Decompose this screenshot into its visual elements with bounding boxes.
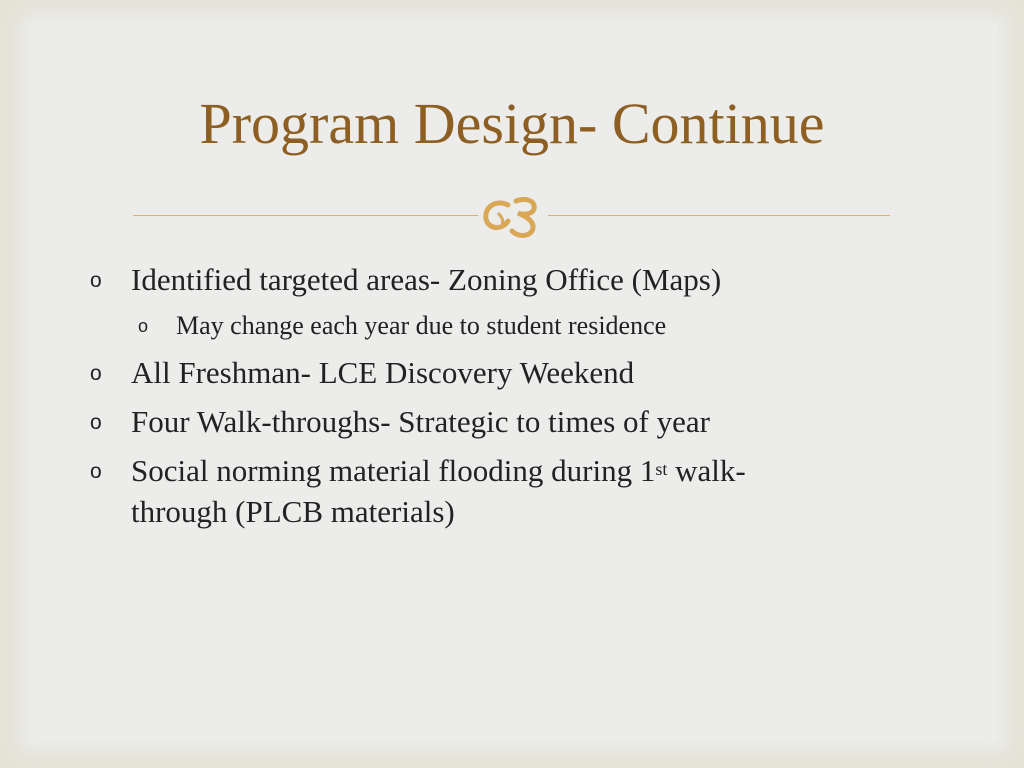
- bullet-marker: o: [90, 411, 102, 434]
- bullet-item: [90, 353, 635, 393]
- bullet-text: All Freshman- LCE Discovery Weekend: [131, 355, 635, 390]
- bullet-marker: o: [138, 316, 149, 336]
- sub-bullet-item: [138, 309, 667, 343]
- bullet-text-continued: walk-: [667, 453, 746, 488]
- bullet-item: [90, 451, 746, 491]
- bullet-marker: o: [90, 460, 102, 483]
- bullet-item: [90, 402, 710, 442]
- bullet-marker: o: [90, 269, 102, 292]
- bullet-text: May change each year due to student residence: [176, 311, 667, 340]
- ordinal-suffix: st: [655, 459, 668, 479]
- bullet-text: Social norming material flooding during 1: [131, 453, 656, 488]
- bullet-marker: o: [90, 362, 102, 385]
- slide-title: Program Design- Continue: [199, 91, 825, 156]
- bullet-text: Identified targeted areas- Zoning Office (Maps): [131, 262, 722, 297]
- bullet-item-line2: through (PLCB materials): [131, 494, 455, 529]
- bullet-text: Four Walk-throughs- Strategic to times of year: [131, 404, 710, 439]
- bullet-item: [90, 260, 722, 300]
